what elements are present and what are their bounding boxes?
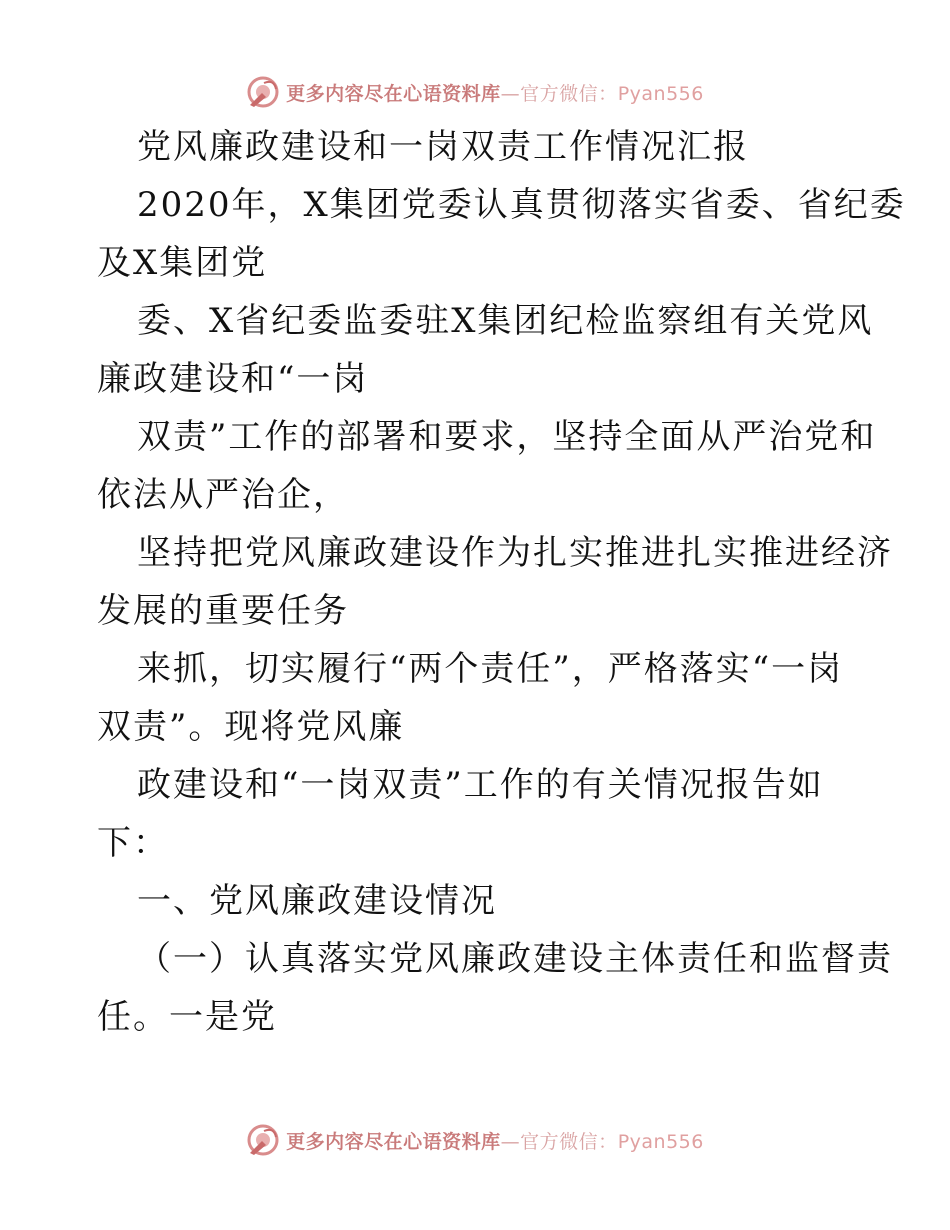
watermark-wechat-id: Pyan556: [617, 1130, 704, 1153]
watermark-wechat-label: 官方微信：: [520, 1130, 618, 1153]
paragraph-line: 任。一是党: [97, 997, 277, 1037]
pen-logo-icon: [246, 1123, 280, 1157]
paragraph-line: 下：: [97, 823, 169, 863]
paragraph-line: 双责”。现将党风廉: [97, 707, 405, 747]
paragraph-line: 来抓，切实履行“两个责任”，严格落实“一岗: [137, 649, 844, 689]
paragraph-line: 坚持把党风廉政建设作为扎实推进扎实推进经济: [137, 533, 893, 573]
paragraph-line: 廉政建设和“一岗: [97, 359, 369, 399]
watermark-wechat-id: Pyan556: [617, 82, 704, 105]
watermark-wechat-label: 官方微信：: [520, 82, 618, 105]
document-body: [97, 118, 906, 1046]
paragraph-line: 2020年，X集团党委认真贯彻落实省委、省纪委: [137, 185, 906, 225]
subsection-heading: （一）认真落实党风廉政建设主体责任和监督责: [137, 939, 893, 979]
footer-watermark: [0, 1120, 950, 1160]
paragraph-line: 发展的重要任务: [97, 591, 349, 631]
watermark-site-text: 更多内容尽在心语资料库: [286, 1130, 501, 1153]
watermark-dash: —: [500, 1130, 521, 1153]
watermark-text: [286, 1127, 704, 1154]
watermark-text: [286, 79, 704, 106]
paragraph-line: 委、X省纪委监委驻X集团纪检监察组有关党风: [137, 301, 874, 341]
section-heading: 一、党风廉政建设情况: [137, 881, 497, 921]
header-watermark: [0, 72, 950, 112]
paragraph-line: 依法从严治企，: [97, 475, 349, 515]
pen-logo-icon: [246, 75, 280, 109]
paragraph-line: 双责”工作的部署和要求，坚持全面从严治党和: [137, 417, 877, 457]
watermark-site-text: 更多内容尽在心语资料库: [286, 82, 501, 105]
paragraph-line: 政建设和“一岗双责”工作的有关情况报告如: [137, 765, 824, 805]
paragraph-line: 及X集团党: [97, 243, 268, 283]
watermark-dash: —: [500, 82, 521, 105]
document-title: 党风廉政建设和一岗双责工作情况汇报: [137, 127, 749, 167]
